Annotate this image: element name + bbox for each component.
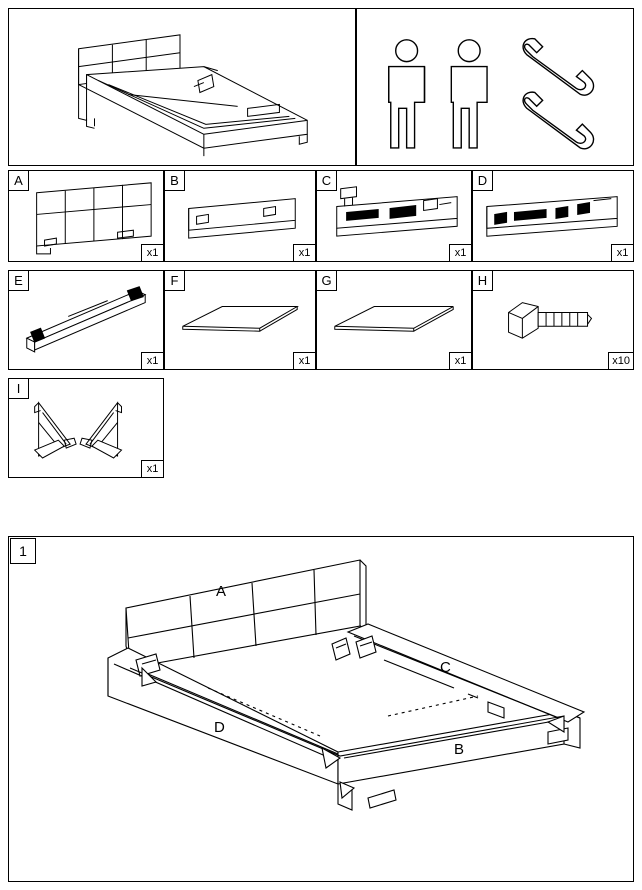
people-and-tools-icons	[357, 9, 633, 166]
part-qty-G: x1	[449, 352, 471, 369]
step-1-illustration	[8, 536, 634, 882]
callout-B: B	[454, 741, 465, 758]
part-cell-F	[164, 270, 316, 370]
requirements-panel	[356, 8, 634, 166]
support-legs-pair-icon	[9, 379, 163, 478]
product-view-panel	[8, 8, 356, 166]
part-cell-D	[472, 170, 634, 262]
part-cell-G	[316, 270, 472, 370]
part-letter-G: G	[317, 271, 337, 291]
part-qty-A: x1	[141, 244, 163, 261]
part-qty-B: x1	[293, 244, 315, 261]
part-cell-I	[8, 378, 164, 478]
part-qty-I: x1	[141, 460, 163, 477]
part-qty-E: x1	[141, 352, 163, 369]
side-rail-fittings-icon	[317, 171, 471, 262]
part-letter-H: H	[473, 271, 493, 291]
slat-panel-icon	[317, 271, 471, 370]
part-letter-C: C	[317, 171, 337, 191]
part-cell-B	[164, 170, 316, 262]
part-letter-A: A	[9, 171, 29, 191]
part-letter-I: I	[9, 379, 29, 399]
side-rail-long-icon	[473, 171, 633, 262]
part-letter-E: E	[9, 271, 29, 291]
step-1-frame-assembly	[8, 536, 634, 882]
headboard-panel-icon	[9, 171, 163, 262]
part-letter-F: F	[165, 271, 185, 291]
assembled-bed-illustration	[9, 9, 355, 166]
part-cell-A	[8, 170, 164, 262]
part-qty-H: x10	[608, 352, 633, 369]
part-qty-C: x1	[449, 244, 471, 261]
part-cell-C	[316, 170, 472, 262]
step-number-1: 1	[10, 538, 36, 564]
part-qty-D: x1	[611, 244, 633, 261]
part-cell-H	[472, 270, 634, 370]
callout-D: D	[214, 719, 225, 736]
part-qty-F: x1	[293, 352, 315, 369]
part-letter-D: D	[473, 171, 493, 191]
callout-C: C	[440, 659, 451, 676]
center-beam-icon	[9, 271, 163, 370]
part-cell-E	[8, 270, 164, 370]
callout-A: A	[216, 583, 227, 600]
part-letter-B: B	[165, 171, 185, 191]
